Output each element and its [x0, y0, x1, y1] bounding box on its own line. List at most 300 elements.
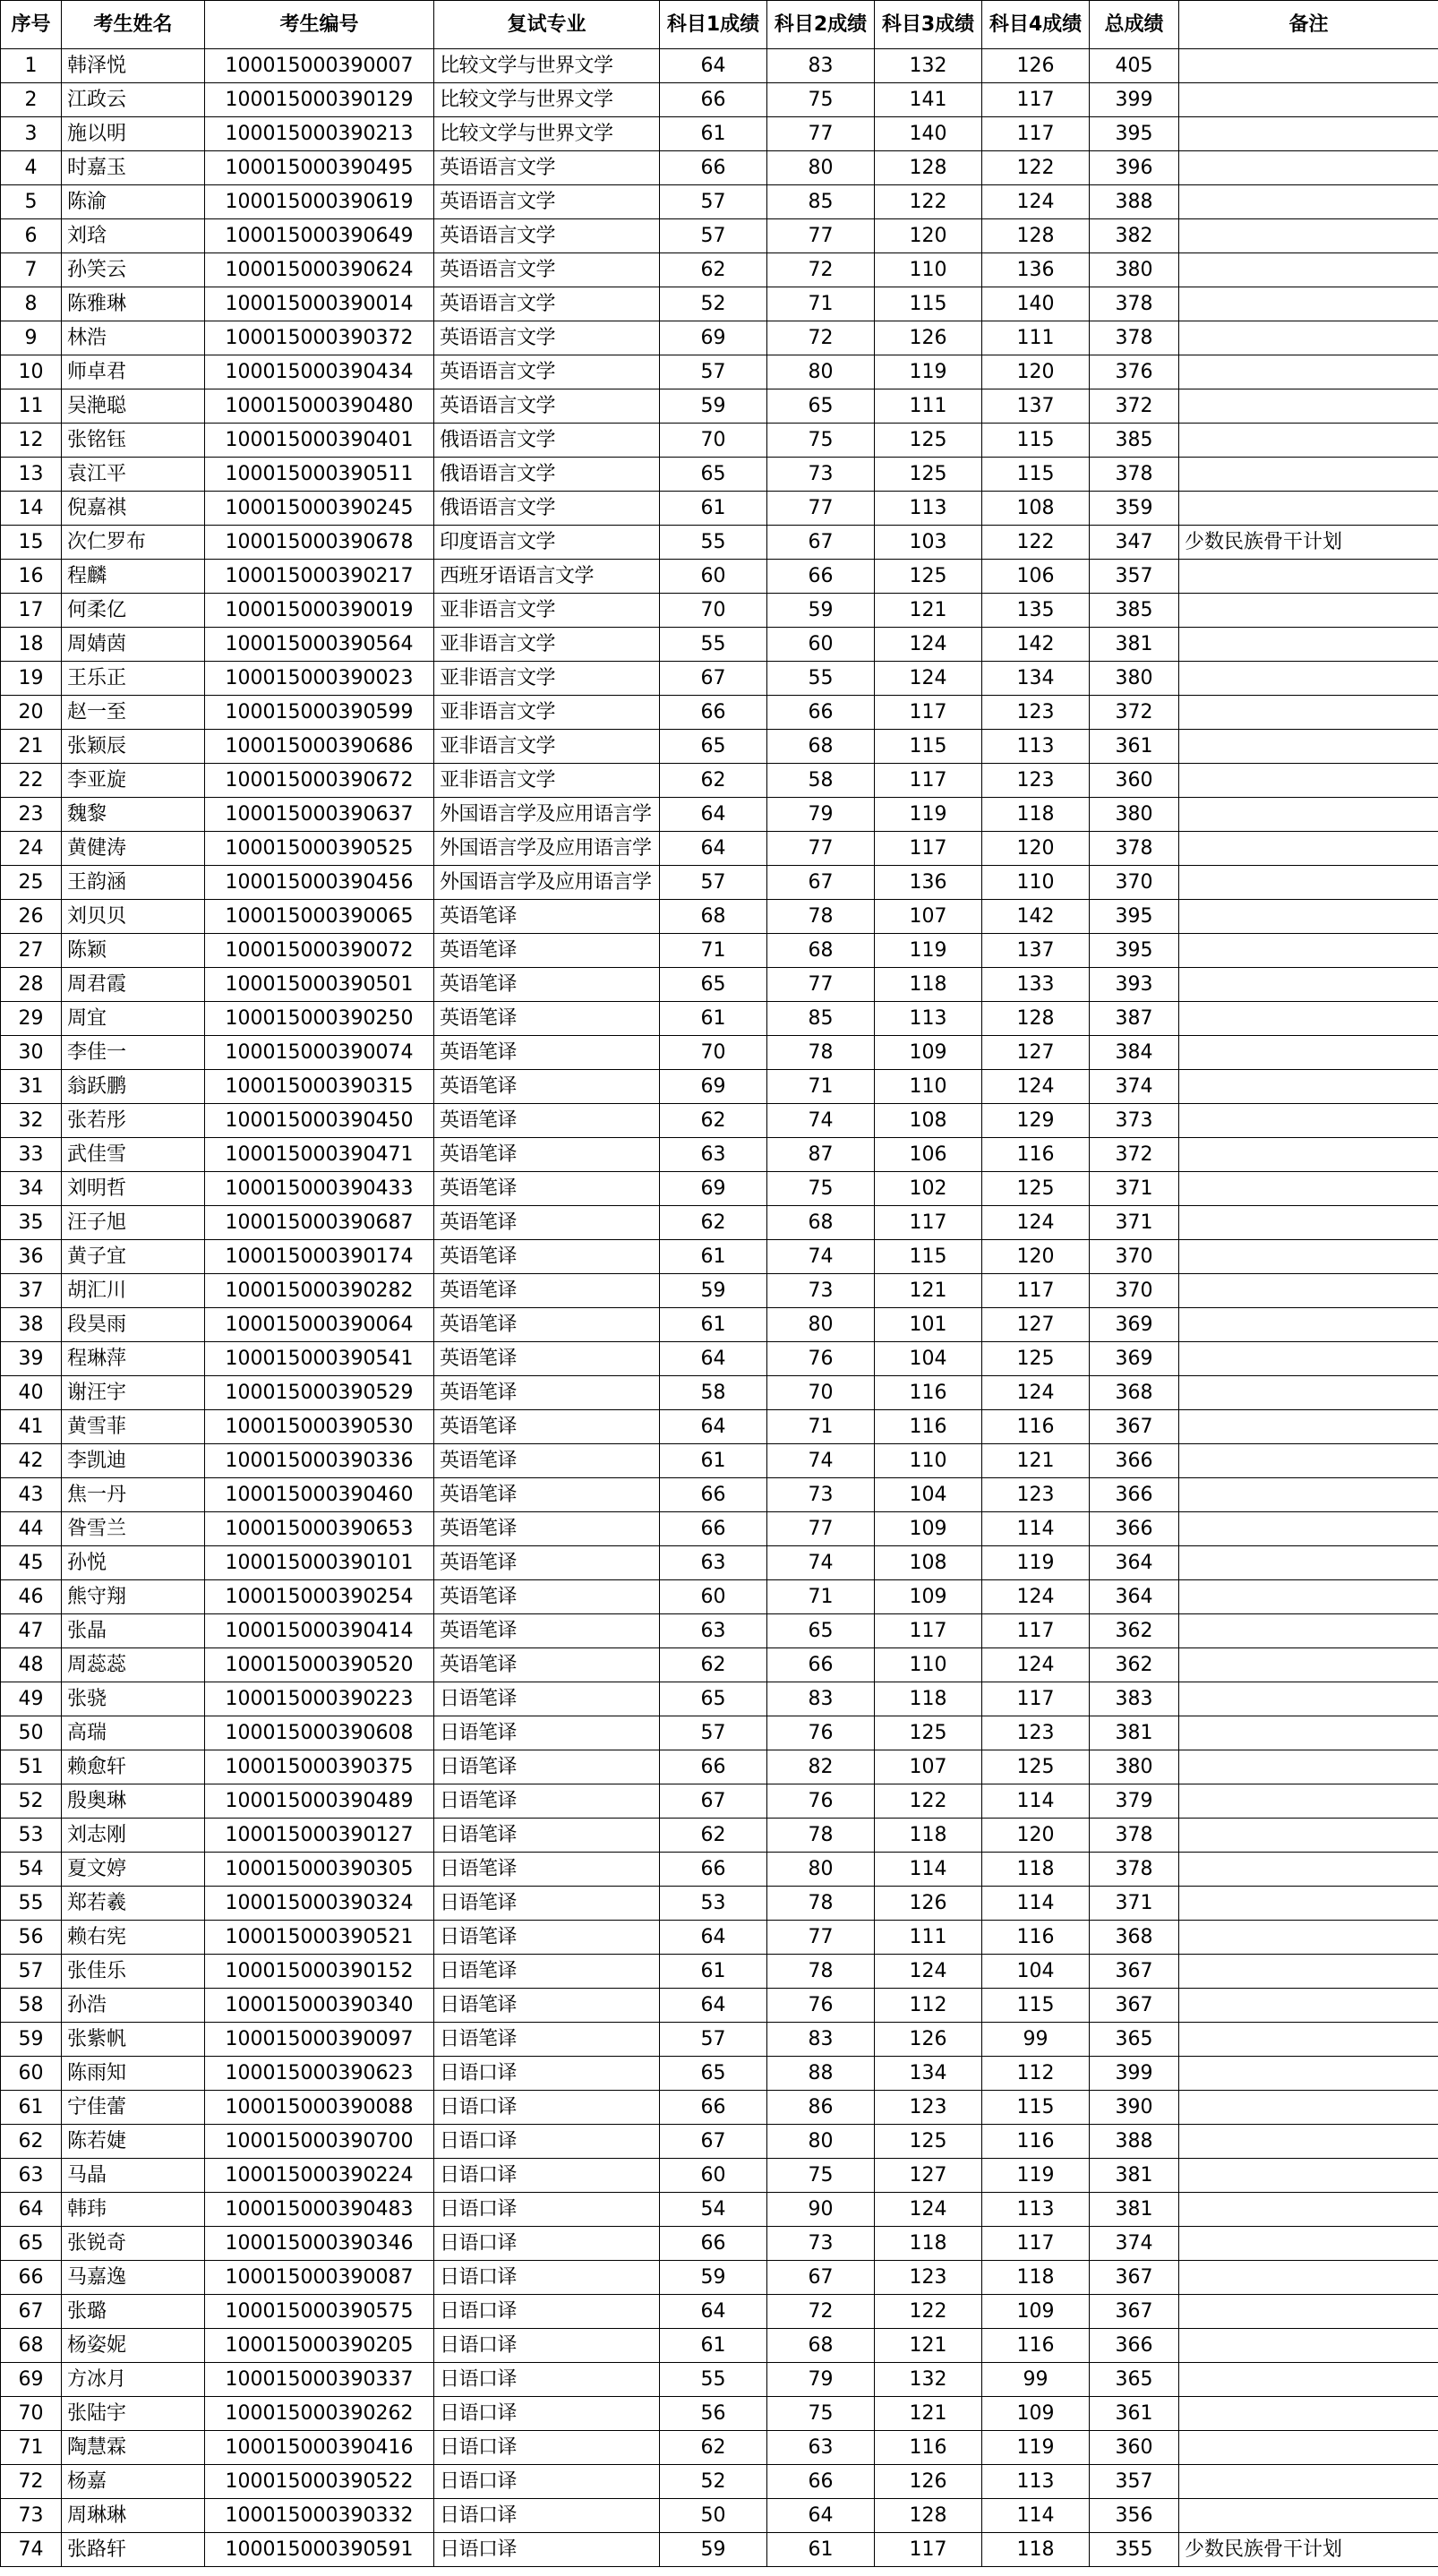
table-row	[1, 2465, 1438, 2499]
cell-total: 356	[1090, 2499, 1179, 2533]
cell-total: 390	[1090, 2091, 1179, 2125]
cell-seq: 61	[1, 2091, 62, 2125]
cell-id: 100015000390065	[205, 900, 434, 934]
cell-remark	[1179, 1376, 1438, 1410]
cell-subject1: 55	[660, 628, 767, 662]
cell-subject3: 118	[875, 2227, 982, 2261]
cell-subject1: 63	[660, 1546, 767, 1580]
cell-subject1: 59	[660, 1274, 767, 1308]
cell-major: 外国语言学及应用语言学	[434, 798, 660, 832]
cell-name: 张陆宇	[62, 2397, 205, 2431]
cell-subject4: 115	[982, 424, 1090, 458]
cell-subject4: 133	[982, 968, 1090, 1002]
cell-remark	[1179, 1819, 1438, 1853]
cell-subject1: 61	[660, 1002, 767, 1036]
cell-seq: 18	[1, 628, 62, 662]
table-row	[1, 1546, 1438, 1580]
cell-subject1: 67	[660, 2125, 767, 2159]
cell-total: 365	[1090, 2023, 1179, 2057]
cell-subject4: 120	[982, 355, 1090, 389]
cell-name: 孙浩	[62, 1989, 205, 2023]
cell-subject1: 70	[660, 594, 767, 628]
cell-id: 100015000390282	[205, 1274, 434, 1308]
cell-seq: 74	[1, 2533, 62, 2567]
cell-subject2: 76	[767, 1784, 875, 1819]
cell-id: 100015000390591	[205, 2533, 434, 2567]
cell-id: 100015000390254	[205, 1580, 434, 1614]
cell-subject2: 78	[767, 900, 875, 934]
cell-id: 100015000390023	[205, 662, 434, 696]
table-row	[1, 730, 1438, 764]
cell-major: 英语语言文学	[434, 287, 660, 321]
cell-subject2: 78	[767, 1819, 875, 1853]
cell-subject2: 85	[767, 1002, 875, 1036]
cell-subject4: 116	[982, 1138, 1090, 1172]
cell-seq: 32	[1, 1104, 62, 1138]
cell-name: 吴滟聪	[62, 389, 205, 424]
cell-name: 熊守翔	[62, 1580, 205, 1614]
cell-subject4: 124	[982, 1376, 1090, 1410]
cell-remark	[1179, 594, 1438, 628]
cell-subject4: 113	[982, 2193, 1090, 2227]
cell-major: 日语笔译	[434, 1784, 660, 1819]
cell-subject4: 115	[982, 458, 1090, 492]
cell-subject3: 117	[875, 1614, 982, 1648]
cell-subject1: 61	[660, 1240, 767, 1274]
cell-id: 100015000390340	[205, 1989, 434, 2023]
cell-name: 刘志刚	[62, 1819, 205, 1853]
cell-major: 英语笔译	[434, 1342, 660, 1376]
cell-subject1: 62	[660, 1206, 767, 1240]
cell-id: 100015000390541	[205, 1342, 434, 1376]
cell-subject2: 66	[767, 696, 875, 730]
cell-id: 100015000390375	[205, 1750, 434, 1784]
cell-subject1: 62	[660, 764, 767, 798]
table-row	[1, 355, 1438, 389]
table-row	[1, 798, 1438, 832]
cell-subject3: 121	[875, 594, 982, 628]
cell-id: 100015000390414	[205, 1614, 434, 1648]
cell-total: 374	[1090, 2227, 1179, 2261]
cell-seq: 35	[1, 1206, 62, 1240]
cell-remark	[1179, 696, 1438, 730]
col-header-remark: 备注	[1179, 1, 1438, 49]
cell-id: 100015000390700	[205, 2125, 434, 2159]
cell-remark	[1179, 1444, 1438, 1478]
cell-remark	[1179, 2397, 1438, 2431]
table-row	[1, 764, 1438, 798]
cell-name: 殷奥琳	[62, 1784, 205, 1819]
table-row	[1, 2295, 1438, 2329]
cell-id: 100015000390521	[205, 1921, 434, 1955]
cell-major: 比较文学与世界文学	[434, 117, 660, 151]
table-row	[1, 526, 1438, 560]
cell-subject1: 69	[660, 321, 767, 355]
cell-subject2: 83	[767, 2023, 875, 2057]
cell-subject2: 76	[767, 1342, 875, 1376]
cell-total: 368	[1090, 1921, 1179, 1955]
table-row	[1, 2431, 1438, 2465]
cell-subject1: 67	[660, 662, 767, 696]
cell-subject2: 60	[767, 628, 875, 662]
cell-subject3: 107	[875, 900, 982, 934]
cell-total: 360	[1090, 2431, 1179, 2465]
cell-subject2: 77	[767, 117, 875, 151]
cell-total: 362	[1090, 1614, 1179, 1648]
header-row	[1, 1, 1438, 49]
cell-seq: 57	[1, 1955, 62, 1989]
cell-subject2: 83	[767, 49, 875, 83]
cell-major: 日语笔译	[434, 1989, 660, 2023]
cell-subject4: 124	[982, 1580, 1090, 1614]
cell-seq: 14	[1, 492, 62, 526]
cell-total: 399	[1090, 2057, 1179, 2091]
cell-id: 100015000390262	[205, 2397, 434, 2431]
cell-subject3: 112	[875, 1989, 982, 2023]
table-row	[1, 2193, 1438, 2227]
cell-total: 357	[1090, 2465, 1179, 2499]
cell-remark	[1179, 2295, 1438, 2329]
cell-id: 100015000390511	[205, 458, 434, 492]
table-row	[1, 287, 1438, 321]
cell-id: 100015000390483	[205, 2193, 434, 2227]
cell-name: 张骁	[62, 1682, 205, 1716]
cell-total: 357	[1090, 560, 1179, 594]
cell-subject3: 121	[875, 1274, 982, 1308]
cell-subject3: 115	[875, 1240, 982, 1274]
cell-subject4: 122	[982, 526, 1090, 560]
cell-total: 396	[1090, 151, 1179, 185]
cell-total: 381	[1090, 2193, 1179, 2227]
cell-id: 100015000390525	[205, 832, 434, 866]
table-row	[1, 492, 1438, 526]
cell-id: 100015000390489	[205, 1784, 434, 1819]
cell-seq: 23	[1, 798, 62, 832]
cell-major: 日语口译	[434, 2465, 660, 2499]
cell-subject3: 117	[875, 696, 982, 730]
cell-subject2: 83	[767, 1682, 875, 1716]
cell-total: 364	[1090, 1546, 1179, 1580]
cell-subject4: 99	[982, 2363, 1090, 2397]
table-row	[1, 2329, 1438, 2363]
table-row	[1, 1138, 1438, 1172]
cell-subject2: 77	[767, 832, 875, 866]
cell-id: 100015000390619	[205, 185, 434, 219]
cell-subject3: 132	[875, 2363, 982, 2397]
cell-subject2: 87	[767, 1138, 875, 1172]
cell-major: 亚非语言文学	[434, 696, 660, 730]
cell-major: 日语口译	[434, 2499, 660, 2533]
cell-subject3: 116	[875, 2431, 982, 2465]
table-row	[1, 1002, 1438, 1036]
cell-id: 100015000390529	[205, 1376, 434, 1410]
cell-id: 100015000390495	[205, 151, 434, 185]
cell-major: 俄语语言文学	[434, 424, 660, 458]
cell-total: 378	[1090, 832, 1179, 866]
cell-subject1: 64	[660, 2295, 767, 2329]
cell-id: 100015000390245	[205, 492, 434, 526]
cell-subject1: 61	[660, 1308, 767, 1342]
cell-major: 亚非语言文学	[434, 628, 660, 662]
cell-subject2: 85	[767, 185, 875, 219]
cell-major: 英语笔译	[434, 1240, 660, 1274]
cell-seq: 21	[1, 730, 62, 764]
cell-subject4: 118	[982, 798, 1090, 832]
cell-subject1: 56	[660, 2397, 767, 2431]
cell-major: 英语笔译	[434, 1172, 660, 1206]
table-row	[1, 1274, 1438, 1308]
cell-subject2: 88	[767, 2057, 875, 2091]
table-row	[1, 1648, 1438, 1682]
cell-id: 100015000390480	[205, 389, 434, 424]
cell-subject4: 137	[982, 934, 1090, 968]
cell-remark	[1179, 2227, 1438, 2261]
cell-subject1: 64	[660, 1342, 767, 1376]
cell-subject3: 126	[875, 2023, 982, 2057]
cell-seq: 39	[1, 1342, 62, 1376]
cell-remark	[1179, 49, 1438, 83]
col-header-major: 复试专业	[434, 1, 660, 49]
cell-major: 英语笔译	[434, 1376, 660, 1410]
cell-remark	[1179, 2465, 1438, 2499]
cell-remark	[1179, 1308, 1438, 1342]
cell-subject2: 73	[767, 458, 875, 492]
cell-name: 谢汪宇	[62, 1376, 205, 1410]
cell-id: 100015000390223	[205, 1682, 434, 1716]
col-header-subject4: 科目4成绩	[982, 1, 1090, 49]
cell-seq: 25	[1, 866, 62, 900]
cell-subject3: 117	[875, 832, 982, 866]
table-row	[1, 1682, 1438, 1716]
cell-remark	[1179, 968, 1438, 1002]
cell-subject4: 117	[982, 2227, 1090, 2261]
cell-seq: 48	[1, 1648, 62, 1682]
cell-subject2: 71	[767, 1580, 875, 1614]
cell-subject2: 67	[767, 866, 875, 900]
cell-id: 100015000390205	[205, 2329, 434, 2363]
cell-id: 100015000390152	[205, 1955, 434, 1989]
cell-subject1: 69	[660, 1070, 767, 1104]
cell-name: 高瑞	[62, 1716, 205, 1750]
cell-id: 100015000390649	[205, 219, 434, 253]
cell-seq: 60	[1, 2057, 62, 2091]
cell-remark	[1179, 1716, 1438, 1750]
cell-major: 英语笔译	[434, 1580, 660, 1614]
cell-total: 371	[1090, 1206, 1179, 1240]
cell-name: 张紫帆	[62, 2023, 205, 2057]
table-row	[1, 2397, 1438, 2431]
cell-subject1: 64	[660, 1410, 767, 1444]
cell-remark	[1179, 1853, 1438, 1887]
cell-subject3: 117	[875, 1206, 982, 1240]
cell-subject3: 120	[875, 219, 982, 253]
cell-id: 100015000390007	[205, 49, 434, 83]
col-header-name: 考生姓名	[62, 1, 205, 49]
cell-subject3: 125	[875, 1716, 982, 1750]
cell-subject4: 120	[982, 1240, 1090, 1274]
cell-remark	[1179, 424, 1438, 458]
cell-subject1: 65	[660, 458, 767, 492]
cell-subject4: 116	[982, 1410, 1090, 1444]
cell-subject4: 120	[982, 1819, 1090, 1853]
cell-remark	[1179, 1138, 1438, 1172]
cell-remark	[1179, 2261, 1438, 2295]
cell-name: 焦一丹	[62, 1478, 205, 1512]
cell-subject4: 104	[982, 1955, 1090, 1989]
cell-subject3: 115	[875, 287, 982, 321]
cell-subject4: 115	[982, 2091, 1090, 2125]
cell-subject4: 122	[982, 151, 1090, 185]
cell-subject1: 70	[660, 424, 767, 458]
cell-subject3: 122	[875, 1784, 982, 1819]
cell-subject4: 124	[982, 1070, 1090, 1104]
cell-name: 陈雨知	[62, 2057, 205, 2091]
cell-seq: 45	[1, 1546, 62, 1580]
cell-major: 日语笔译	[434, 1750, 660, 1784]
cell-major: 英语笔译	[434, 1444, 660, 1478]
cell-subject2: 72	[767, 253, 875, 287]
cell-subject4: 117	[982, 83, 1090, 117]
cell-total: 367	[1090, 2261, 1179, 2295]
cell-subject3: 125	[875, 424, 982, 458]
cell-subject2: 71	[767, 1410, 875, 1444]
cell-name: 李凯迪	[62, 1444, 205, 1478]
cell-subject2: 78	[767, 1036, 875, 1070]
cell-subject3: 141	[875, 83, 982, 117]
cell-total: 385	[1090, 424, 1179, 458]
cell-name: 孙悦	[62, 1546, 205, 1580]
table-row	[1, 219, 1438, 253]
cell-subject2: 75	[767, 1172, 875, 1206]
cell-total: 388	[1090, 2125, 1179, 2159]
cell-name: 韩泽悦	[62, 49, 205, 83]
cell-subject2: 73	[767, 1478, 875, 1512]
cell-major: 英语语言文学	[434, 253, 660, 287]
cell-subject2: 67	[767, 526, 875, 560]
cell-subject4: 114	[982, 2499, 1090, 2533]
cell-subject4: 126	[982, 49, 1090, 83]
cell-subject1: 63	[660, 1614, 767, 1648]
cell-subject2: 72	[767, 321, 875, 355]
cell-subject1: 66	[660, 2091, 767, 2125]
cell-remark: 少数民族骨干计划	[1179, 2533, 1438, 2567]
cell-seq: 55	[1, 1887, 62, 1921]
cell-subject2: 90	[767, 2193, 875, 2227]
cell-subject4: 117	[982, 1682, 1090, 1716]
cell-name: 何柔亿	[62, 594, 205, 628]
cell-subject2: 74	[767, 1444, 875, 1478]
cell-seq: 50	[1, 1716, 62, 1750]
cell-subject3: 119	[875, 798, 982, 832]
table-body	[1, 49, 1438, 2567]
cell-name: 倪嘉祺	[62, 492, 205, 526]
cell-seq: 51	[1, 1750, 62, 1784]
cell-name: 江政云	[62, 83, 205, 117]
cell-remark	[1179, 560, 1438, 594]
cell-major: 日语笔译	[434, 1921, 660, 1955]
cell-subject4: 109	[982, 2295, 1090, 2329]
cell-id: 100015000390564	[205, 628, 434, 662]
cell-name: 刘明哲	[62, 1172, 205, 1206]
cell-total: 378	[1090, 287, 1179, 321]
cell-seq: 54	[1, 1853, 62, 1887]
cell-remark	[1179, 1989, 1438, 2023]
cell-major: 英语笔译	[434, 1206, 660, 1240]
cell-id: 100015000390346	[205, 2227, 434, 2261]
cell-id: 100015000390401	[205, 424, 434, 458]
cell-id: 100015000390101	[205, 1546, 434, 1580]
cell-remark	[1179, 1512, 1438, 1546]
cell-id: 100015000390501	[205, 968, 434, 1002]
cell-subject2: 67	[767, 2261, 875, 2295]
cell-total: 368	[1090, 1376, 1179, 1410]
cell-seq: 22	[1, 764, 62, 798]
cell-subject2: 65	[767, 1614, 875, 1648]
cell-seq: 15	[1, 526, 62, 560]
cell-major: 西班牙语语言文学	[434, 560, 660, 594]
cell-subject1: 55	[660, 526, 767, 560]
cell-subject3: 118	[875, 1682, 982, 1716]
cell-subject1: 64	[660, 1989, 767, 2023]
cell-major: 日语口译	[434, 2329, 660, 2363]
cell-subject4: 120	[982, 832, 1090, 866]
cell-total: 385	[1090, 594, 1179, 628]
cell-remark	[1179, 321, 1438, 355]
cell-major: 英语语言文学	[434, 389, 660, 424]
cell-major: 英语笔译	[434, 934, 660, 968]
cell-major: 英语语言文学	[434, 355, 660, 389]
cell-subject1: 60	[660, 560, 767, 594]
cell-subject2: 79	[767, 2363, 875, 2397]
cell-major: 日语笔译	[434, 2023, 660, 2057]
cell-remark	[1179, 492, 1438, 526]
cell-subject2: 59	[767, 594, 875, 628]
cell-major: 英语笔译	[434, 1512, 660, 1546]
cell-remark	[1179, 1648, 1438, 1682]
cell-major: 英语笔译	[434, 1614, 660, 1648]
cell-subject4: 125	[982, 1172, 1090, 1206]
table-row	[1, 2057, 1438, 2091]
cell-seq: 56	[1, 1921, 62, 1955]
cell-subject2: 73	[767, 2227, 875, 2261]
cell-subject3: 110	[875, 1444, 982, 1478]
cell-subject3: 126	[875, 1887, 982, 1921]
table-row	[1, 1410, 1438, 1444]
cell-name: 张若彤	[62, 1104, 205, 1138]
cell-subject1: 61	[660, 1955, 767, 1989]
table-row	[1, 117, 1438, 151]
cell-subject4: 135	[982, 594, 1090, 628]
cell-id: 100015000390174	[205, 1240, 434, 1274]
cell-seq: 49	[1, 1682, 62, 1716]
cell-total: 359	[1090, 492, 1179, 526]
cell-major: 英语笔译	[434, 1308, 660, 1342]
cell-major: 比较文学与世界文学	[434, 83, 660, 117]
cell-subject2: 74	[767, 1104, 875, 1138]
cell-total: 361	[1090, 2397, 1179, 2431]
cell-remark	[1179, 1921, 1438, 1955]
cell-subject1: 57	[660, 185, 767, 219]
cell-subject1: 71	[660, 934, 767, 968]
cell-subject4: 118	[982, 2261, 1090, 2295]
table-row	[1, 1921, 1438, 1955]
cell-name: 王乐正	[62, 662, 205, 696]
cell-id: 100015000390129	[205, 83, 434, 117]
cell-subject1: 64	[660, 798, 767, 832]
cell-subject1: 62	[660, 1648, 767, 1682]
cell-subject4: 142	[982, 900, 1090, 934]
cell-subject1: 62	[660, 1819, 767, 1853]
